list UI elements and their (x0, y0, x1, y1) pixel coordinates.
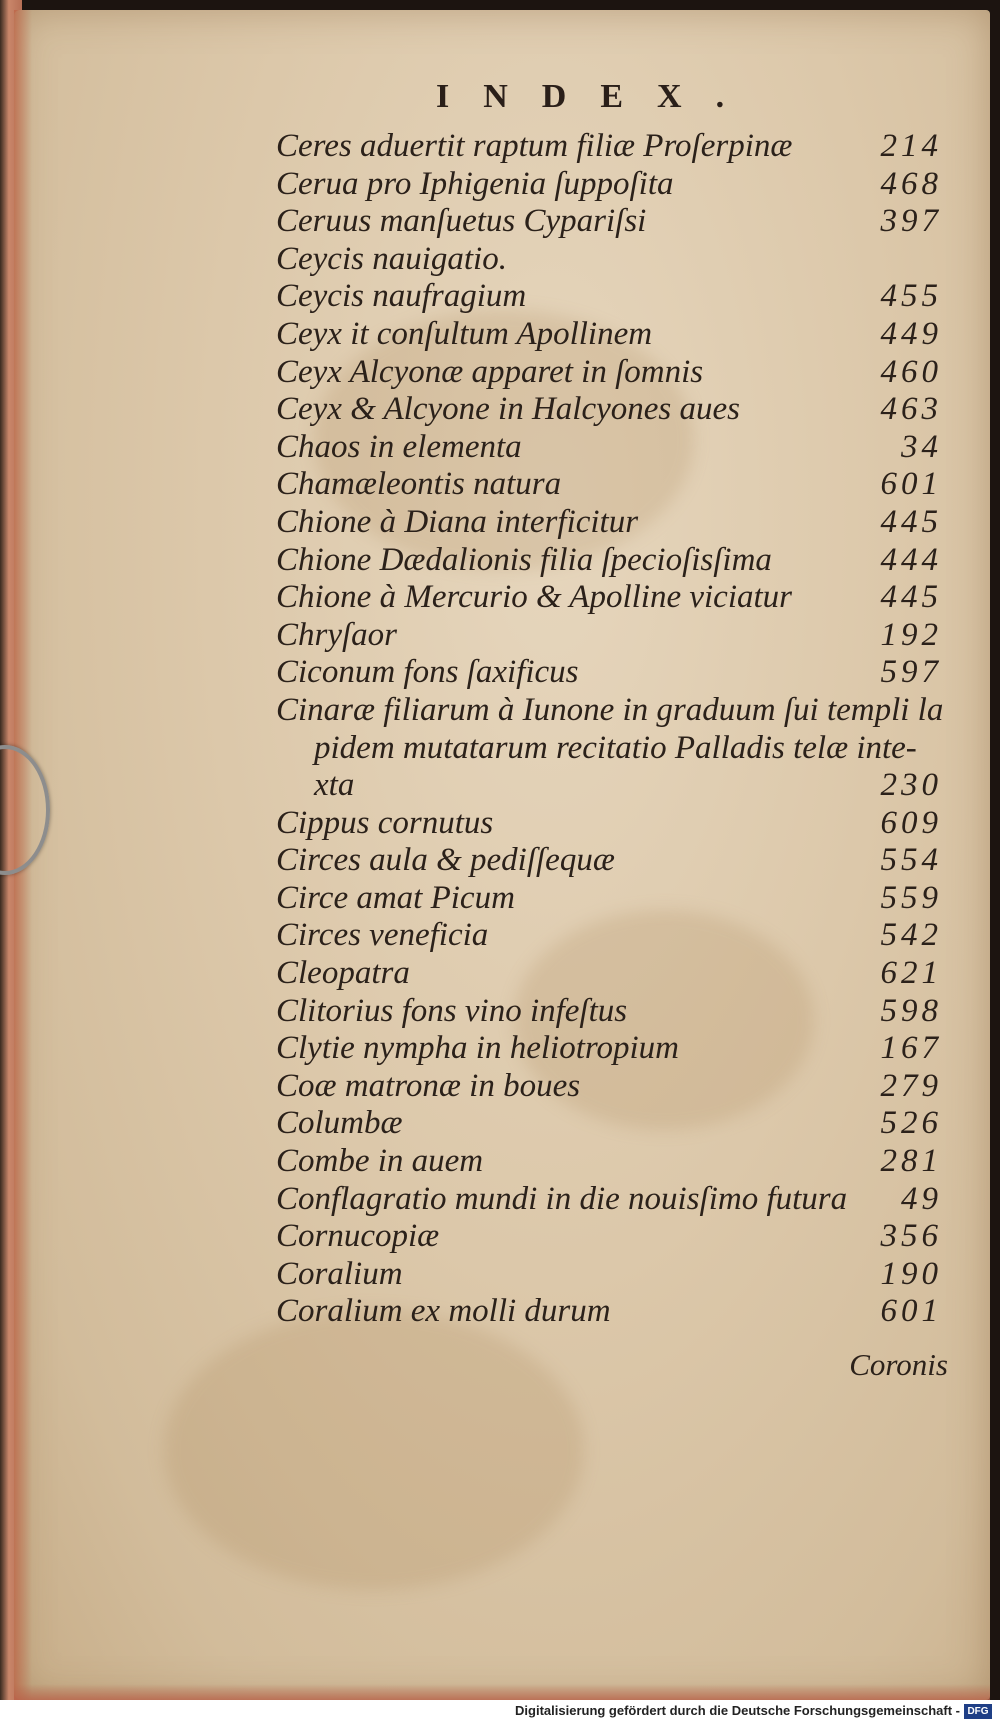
entry-term: Cornucopiæ (276, 1218, 440, 1255)
entry-page-number: 542 (880, 917, 942, 954)
index-entry (276, 579, 942, 617)
entry-term: Ceycis nauigatio. (276, 240, 507, 277)
entry-term: Circe amat Picum (276, 879, 515, 916)
index-entry (276, 654, 942, 692)
entry-term: Chryſaor (276, 616, 398, 653)
entry-term: Ceres aduertit raptum filiæ Proſerpinæ (276, 128, 793, 164)
digitization-footer (0, 1700, 1000, 1724)
entry-term: Conflagratio mundi in die nouisſimo futura (276, 1180, 848, 1217)
entry-term: Chione Dædalionis filia ſpecioſisſima (276, 541, 772, 578)
entry-page-number: 397 (880, 203, 942, 240)
entry-page-number: 554 (880, 842, 942, 879)
entry-term: Ceyx & Alcyone in Halcyones aues (276, 391, 740, 428)
index-entry (276, 241, 942, 279)
entry-page-number: 526 (880, 1105, 942, 1142)
entry-page-number: 444 (880, 541, 942, 578)
entry-page-number: 559 (880, 879, 942, 916)
entry-term: Cerua pro Iphigenia ſuppoſita (276, 165, 674, 202)
entry-page-number: 449 (880, 315, 942, 352)
entry-term: Chione à Diana interficitur (276, 503, 639, 540)
entry-term: Combe in auem (276, 1143, 484, 1180)
index-entry (276, 993, 942, 1031)
entry-page-number: 609 (880, 804, 942, 841)
entry-term: Coæ matronæ in boues (276, 1067, 581, 1104)
page-stain (164, 1310, 584, 1590)
entry-term: Circes aula & pediſſequæ (276, 842, 615, 879)
entry-term: Cippus cornutus (276, 804, 494, 841)
entry-page-number: 34 (901, 428, 942, 465)
entry-term: xta (314, 767, 355, 804)
entry-term: Clytie nympha in heliotropium (276, 1030, 679, 1067)
entry-term: Ceyx it conſultum Apollinem (276, 315, 653, 352)
entry-page-number: 49 (901, 1180, 942, 1217)
index-entry (276, 955, 942, 993)
index-entry (276, 166, 942, 204)
entry-page-number: 281 (880, 1143, 942, 1180)
index-entry (276, 1143, 942, 1181)
entry-page-number: 463 (880, 391, 942, 428)
index-entry (276, 1181, 942, 1219)
index-entry (276, 1030, 942, 1068)
index-entry (276, 1218, 942, 1256)
entry-term: Coralium ex molli durum (276, 1293, 611, 1330)
entry-term: Cinaræ filiarum à Iunone in graduum ſui templi la (276, 691, 944, 728)
entry-page-number: 230 (880, 767, 942, 804)
entry-term: Columbæ (276, 1105, 403, 1142)
index-entry (276, 466, 942, 504)
index-entry (276, 1068, 942, 1106)
running-head: INDEX. (436, 78, 759, 115)
index-entry (276, 504, 942, 542)
index-entry (276, 880, 942, 918)
entry-page-number: 445 (880, 579, 942, 616)
footer-credit-text: Digitalisierung gefördert durch die Deutsche Forschungsgemeinschaft - (515, 1703, 960, 1718)
entry-page-number: 468 (880, 165, 942, 202)
entry-term: Cleopatra (276, 955, 410, 992)
index-entry (276, 805, 942, 843)
entry-term: Chione à Mercurio & Apolline viciatur (276, 579, 793, 616)
catchword: Coronis (849, 1347, 948, 1382)
entry-page-number: 192 (880, 616, 942, 653)
entry-term: Ceruus manſuetus Cypariſsi (276, 203, 647, 240)
index-entry (276, 316, 942, 354)
entry-page-number: 621 (880, 955, 942, 992)
entry-page-number: 356 (880, 1218, 942, 1255)
index-entries (276, 128, 942, 1331)
dfg-logo: DFG (964, 1704, 992, 1719)
entry-term: Chaos in elementa (276, 428, 522, 465)
entry-page-number: 279 (880, 1067, 942, 1104)
index-entry (276, 203, 942, 241)
entry-term: Ceyx Alcyonæ apparet in ſomnis (276, 353, 704, 390)
entry-page-number: 214 (880, 128, 942, 164)
index-entry (276, 1105, 942, 1143)
index-entry (276, 617, 942, 655)
index-entry (276, 917, 942, 955)
entry-term: Ceycis naufragium (276, 278, 527, 315)
entry-page-number: 598 (880, 992, 942, 1029)
entry-page-number: 601 (880, 466, 942, 503)
index-entry (276, 542, 942, 580)
entry-term: Ciconum fons ſaxificus (276, 654, 579, 691)
entry-term: Chamæleontis natura (276, 466, 562, 503)
entry-page-number: 455 (880, 278, 942, 315)
entry-term: Circes veneficia (276, 917, 489, 954)
index-entry (276, 278, 942, 316)
entry-page-number: 597 (880, 654, 942, 691)
index-entry (276, 429, 942, 467)
entry-term: Coralium (276, 1255, 403, 1292)
index-entry (276, 354, 942, 392)
index-entry (276, 730, 942, 768)
entry-page-number: 445 (880, 503, 942, 540)
index-entry (276, 1256, 942, 1294)
entry-term: Clitorius fons vino infeſtus (276, 992, 628, 1029)
index-entry (276, 767, 942, 805)
index-entry (276, 391, 942, 429)
index-entry (276, 842, 942, 880)
index-entry (276, 128, 942, 166)
index-entry (276, 1293, 942, 1331)
entry-page-number: 460 (880, 353, 942, 390)
entry-page-number: 167 (880, 1030, 942, 1067)
entry-term: pidem mutatarum recitatio Palladis telæ inte- (314, 729, 917, 766)
index-entry (276, 692, 942, 730)
entry-page-number: 601 (880, 1293, 942, 1330)
entry-page-number: 190 (880, 1255, 942, 1292)
page-edge-bottom (14, 1684, 990, 1700)
